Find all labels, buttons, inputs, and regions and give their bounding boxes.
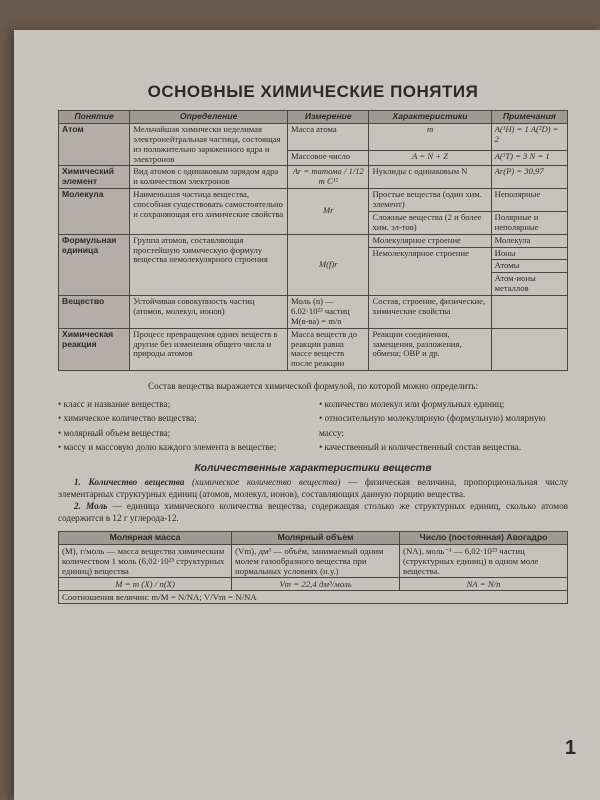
formula-avogadro: NA = N/n bbox=[400, 578, 568, 591]
formula-info-lists bbox=[58, 397, 568, 454]
def-atom: Мельчайшая химически неделимая электронейтральная частица, состоящая из положительно заряженного ядра и электронов bbox=[130, 123, 288, 166]
list-item: • молярный объем вещества; bbox=[58, 426, 307, 440]
note-atom-2: A(³T) = 3 N = 1 bbox=[491, 151, 567, 166]
char-atom-mass: m bbox=[369, 123, 491, 150]
para1-italic: (химическое количество вещества) bbox=[192, 477, 341, 488]
header-molar-volume: Молярный объем bbox=[232, 531, 400, 544]
meas-reaction: Масса веществ до реакции равна массе веществ после реакции bbox=[288, 328, 369, 371]
row-element bbox=[59, 166, 568, 189]
intro-text: Состав вещества выражается химической формулой, по которой можно определить: bbox=[147, 381, 479, 392]
note-formula-unit-3: Атомы bbox=[491, 260, 567, 273]
meas-atom-mass: Масса атома bbox=[288, 123, 369, 150]
note-substance-empty bbox=[491, 296, 567, 329]
meas-element: Ar = mатома / 1/12 m C¹² bbox=[288, 166, 369, 189]
section-title: Количественные характеристики веществ bbox=[194, 462, 432, 475]
row-formula-unit bbox=[59, 234, 568, 247]
paragraph-mole bbox=[58, 501, 568, 525]
header-measurement: Измерение bbox=[288, 111, 369, 124]
concepts-table bbox=[58, 110, 568, 371]
list-item: • массу и массовую долю каждого элемента в веществе; bbox=[58, 440, 307, 454]
def-reaction: Процесс превращения одних веществ в другие без изменения общего числа и природы атомов bbox=[130, 328, 288, 371]
note-formula-unit-4: Атом-ионы металлов bbox=[491, 273, 567, 296]
term-reaction: Химическая реакция bbox=[59, 328, 130, 371]
quantities-footer-row bbox=[59, 591, 568, 604]
row-molecule bbox=[59, 189, 568, 212]
book-page bbox=[14, 30, 600, 800]
desc-avogadro: (NA), моль⁻¹ — 6,02·10²³ частиц (структурных единиц) в одном моле вещества. bbox=[400, 544, 568, 577]
para1-rest: — физическая величина, пропорциональная числу элементарных структурных единиц (атомов, молекул, ионов), составляющих данную порцию вещества. bbox=[58, 477, 569, 500]
quantities-desc-row bbox=[59, 544, 568, 577]
row-reaction bbox=[59, 328, 568, 371]
row-atom bbox=[59, 123, 568, 150]
page-number: 1 bbox=[564, 737, 576, 759]
note-formula-unit-1: Молекула bbox=[491, 234, 567, 247]
char-molecule-1: Простые вещества (один хим. элемент) bbox=[369, 189, 491, 212]
header-concept: Понятие bbox=[59, 111, 130, 124]
header-notes: Примечания bbox=[491, 111, 567, 124]
note-reaction-empty bbox=[491, 328, 567, 371]
para1-lead: 1. Количество вещества bbox=[74, 477, 185, 488]
quantities-table bbox=[58, 531, 568, 604]
meas-substance: Моль (n) — 6.02·10²³ частиц M(в-ва) = m/n bbox=[288, 296, 369, 329]
header-molar-mass: Молярная масса bbox=[59, 531, 232, 544]
para2-rest: — единица химического количества вещества, содержащая столько же структурных единиц, сколько атомов содержится в 12 г углерода-12. bbox=[58, 500, 569, 523]
page-title: ОСНОВНЫЕ ХИМИЧЕСКИЕ ПОНЯТИЯ bbox=[147, 82, 479, 101]
meas-molecule: Mr bbox=[288, 189, 369, 235]
term-atom: Атом bbox=[59, 123, 130, 166]
formula-molar-mass: M = m (X) / n(X) bbox=[59, 578, 232, 591]
header-definition: Определение bbox=[130, 111, 288, 124]
ratios-footer: Соотношения величин: m/M = N/NA; V/Vm = N/NA bbox=[59, 591, 568, 604]
char-substance: Состав, строение, физические, химические свойства bbox=[369, 296, 491, 329]
quantities-header-row bbox=[59, 531, 568, 544]
char-formula-unit-1: Молекулярное строение bbox=[369, 234, 491, 247]
note-molecule-2: Полярные и неполярные bbox=[491, 211, 567, 234]
desc-molar-volume: (Vm), дм³ — объём, занимаемый одним молем газообразного вещества при нормальных условиях (н.у.) bbox=[232, 544, 400, 577]
desc-molar-mass: (M), г/моль — масса вещества химическим количеством 1 моль (6,02·10²³ структурных единиц) вещества bbox=[59, 544, 232, 577]
header-avogadro: Число (постоянная) Авогадро bbox=[400, 531, 568, 544]
def-molecule: Наименьшая частица вещества, способная существовать самостоятельно и сохраняющая его химические свойства bbox=[130, 189, 288, 235]
formula-molar-volume: Vm = 22,4 дм³/моль bbox=[232, 578, 400, 591]
quantities-formula-row bbox=[59, 578, 568, 591]
note-atom-1: A(¹H) = 1 A(²D) = 2 bbox=[491, 123, 567, 150]
list-item: • химическое количество вещества; bbox=[58, 411, 307, 425]
term-molecule: Молекула bbox=[59, 189, 130, 235]
char-formula-unit-2: Немолекулярное строение bbox=[369, 247, 491, 296]
def-substance: Устойчивая совокупность частиц (атомов, молекул, ионов) bbox=[130, 296, 288, 329]
meas-atom-number: Массовое число bbox=[288, 151, 369, 166]
paragraph-amount bbox=[58, 477, 568, 501]
meas-formula-unit: M(f)r bbox=[288, 234, 369, 295]
char-reaction: Реакции соединения, замещения, разложения, обмена; ОВР и др. bbox=[369, 328, 491, 371]
header-characteristics: Характеристики bbox=[369, 111, 491, 124]
left-list bbox=[58, 397, 307, 454]
term-element: Химический элемент bbox=[59, 166, 130, 189]
note-molecule-1: Неполярные bbox=[491, 189, 567, 212]
row-substance bbox=[59, 296, 568, 329]
right-list bbox=[319, 397, 568, 454]
list-item: • относительную молекулярную (формульную) молярную массу; bbox=[319, 411, 568, 440]
concepts-header-row bbox=[59, 111, 568, 124]
page-content bbox=[58, 82, 568, 604]
list-item: • количество молекул или формульных единиц; bbox=[319, 397, 568, 411]
list-item: • качественный и количественный состав вещества. bbox=[319, 440, 568, 454]
char-element: Нуклиды с одинаковым N bbox=[369, 166, 491, 189]
para2-lead: 2. Моль bbox=[74, 500, 108, 511]
term-substance: Вещество bbox=[59, 296, 130, 329]
char-atom-number: A = N + Z bbox=[369, 151, 491, 166]
char-molecule-2: Сложные вещества (2 и более хим. эл-тов) bbox=[369, 211, 491, 234]
note-formula-unit-2: Ионы bbox=[491, 247, 567, 260]
def-element: Вид атомов с одинаковым зарядом ядра и количеством электронов bbox=[130, 166, 288, 189]
def-formula-unit: Группа атомов, составляющая простейшую химическую формулу вещества немолекулярного строения bbox=[130, 234, 288, 295]
term-formula-unit: Формульная единица bbox=[59, 234, 130, 295]
list-item: • класс и название вещества; bbox=[58, 397, 307, 411]
note-element: Ar(P) = 30,97 bbox=[491, 166, 567, 189]
